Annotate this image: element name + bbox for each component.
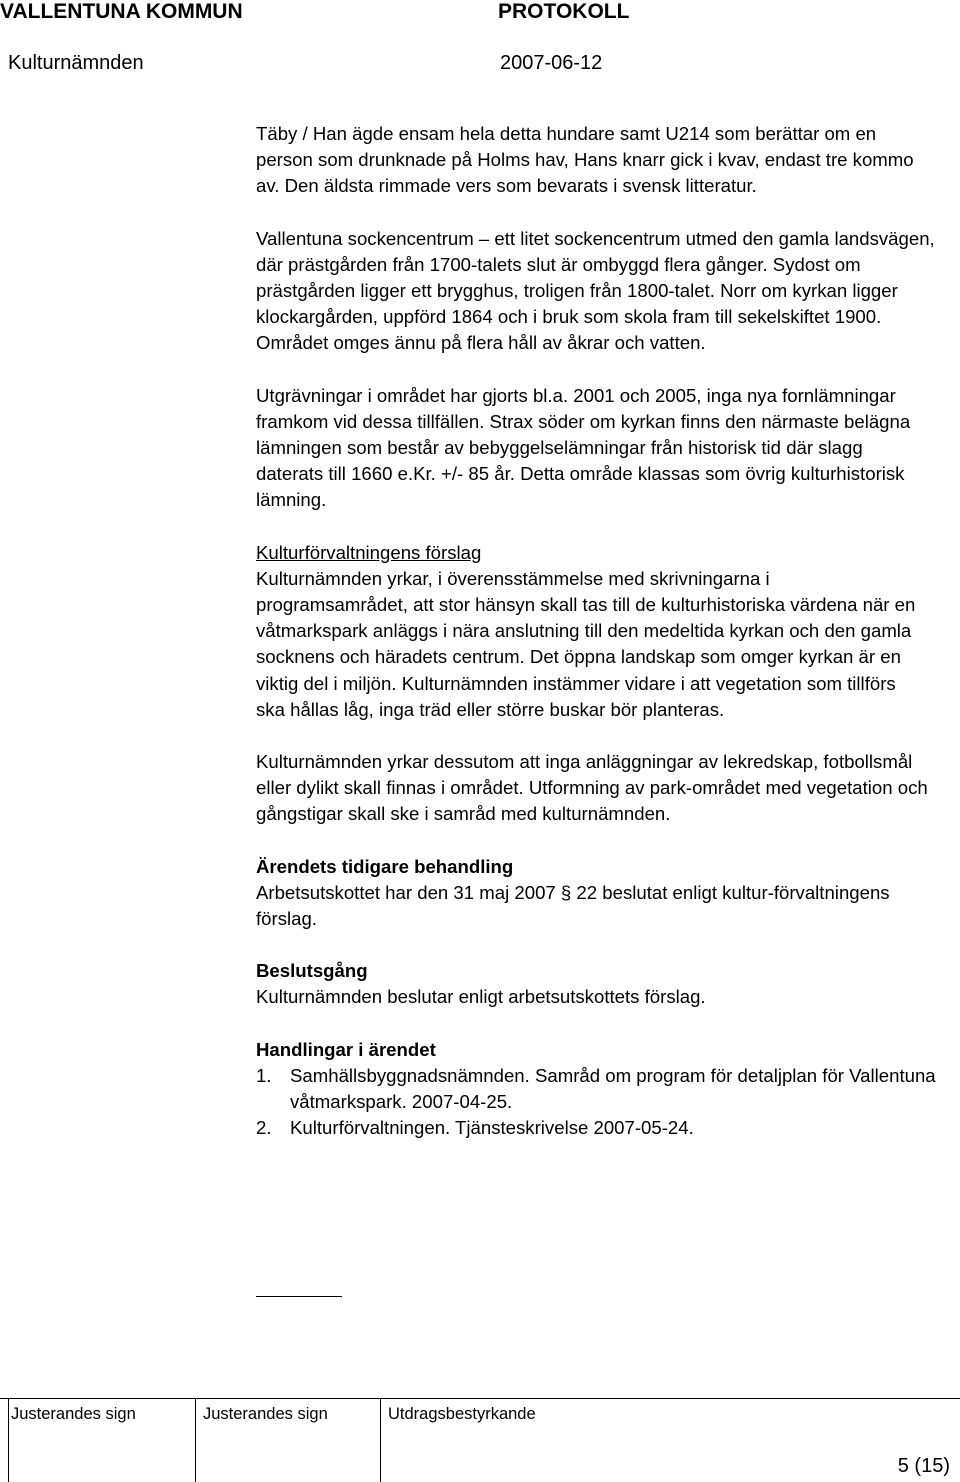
footer-certification: Utdragsbestyrkande bbox=[388, 1405, 536, 1423]
footer-column-divider bbox=[195, 1398, 196, 1482]
document-body bbox=[256, 121, 946, 1142]
organization-name: VALLENTUNA KOMMUN bbox=[0, 0, 243, 23]
meeting-date: 2007-06-12 bbox=[500, 52, 603, 74]
section-heading-beslut: Beslutsgång bbox=[256, 960, 368, 982]
footer-sign-2: Justerandes sign bbox=[203, 1405, 328, 1423]
paragraph-forslag: Kulturnämnden yrkar, i överensstämmelse med skrivningarna i programsamrådet, att stor hänsyn skall tas till de kulturhistoriska värdena när en våtmarkspark anläggs i nära anslutning till den medeltida kyrkan och den gamla socknens och häradets centrum. Det öppna landskap som omger kyrkan är en viktig del i miljön. Kulturnämnden instämmer vidare i att vegetation som tillförs ska hållas låg, inga träd eller större buskar bör planteras. bbox=[256, 567, 916, 720]
paragraph-tidigare: Arbetsutskottet har den 31 maj 2007 § 22 beslutat enligt kultur-förvaltningens förslag. bbox=[256, 881, 890, 930]
footer-column-divider bbox=[8, 1398, 9, 1482]
document-type: PROTOKOLL bbox=[498, 0, 630, 23]
list-item-text: Kulturförvaltningen. Tjänsteskrivelse 2007-05-24. bbox=[290, 1117, 694, 1139]
footer-divider bbox=[0, 1398, 960, 1399]
section-heading-forslag: Kulturförvaltningens förslag bbox=[256, 541, 482, 563]
committee-name: Kulturnämnden bbox=[8, 52, 144, 74]
list-item bbox=[256, 1063, 946, 1115]
footer-column-divider bbox=[380, 1398, 381, 1482]
paragraph-forslag-2: Kulturnämnden yrkar dessutom att inga anläggningar av lekredskap, fotbollsmål eller dylikt skall finnas i området. Utformning av park-området med vegetation och gångstigar skall ske i samråd med kulturnämnden. bbox=[256, 751, 928, 825]
section-heading-tidigare: Ärendets tidigare behandling bbox=[256, 855, 514, 877]
list-item bbox=[256, 1115, 946, 1141]
paragraph-excavations: Utgrävningar i området har gjorts bl.a. 2001 och 2005, inga nya fornlämningar framkom vid dessa tillfällen. Strax söder om kyrkan finns den närmaste belägna lämningen som består av bebyggelselämningar från historisk tid där slagg daterats till 1660 e.Kr. +/- 85 år. Detta område klassas som övrig kulturhistorisk lämning. bbox=[256, 384, 911, 511]
list-item-number: 1. bbox=[256, 1064, 272, 1086]
list-item-text: Samhällsbyggnadsnämnden. Samråd om program för detaljplan för Vallentuna våtmarkspark. 2007-04-25. bbox=[290, 1064, 936, 1113]
closing-rule bbox=[256, 1296, 342, 1297]
section-heading-handlingar: Handlingar i ärendet bbox=[256, 1038, 436, 1060]
footer-sign-1: Justerandes sign bbox=[11, 1405, 136, 1423]
handlingar-list bbox=[256, 1063, 946, 1142]
paragraph-sockencentrum: Vallentuna sockencentrum – ett litet sockencentrum utmed den gamla landsvägen, där prästgården från 1700-talets slut är ombyggd flera gånger. Sydost om prästgården ligger ett brygghus, troligen från 1800-talet. Norr om kyrkan ligger klockargården, uppförd 1864 och i bruk som skola fram till sekelskiftet 1900. Området omges ännu på flera håll av åkrar och vatten. bbox=[256, 227, 935, 354]
page-number: 5 (15) bbox=[897, 1455, 950, 1477]
paragraph-runestone: Täby / Han ägde ensam hela detta hundare samt U214 som berättar om en person som drunknade på Holms hav, Hans knarr gick i kvav, endast tre kommo av. Den äldsta rimmade vers som bevarats i svensk litteratur. bbox=[256, 123, 914, 197]
paragraph-beslut: Kulturnämnden beslutar enligt arbetsutskottets förslag. bbox=[256, 986, 706, 1008]
list-item-number: 2. bbox=[256, 1117, 272, 1139]
